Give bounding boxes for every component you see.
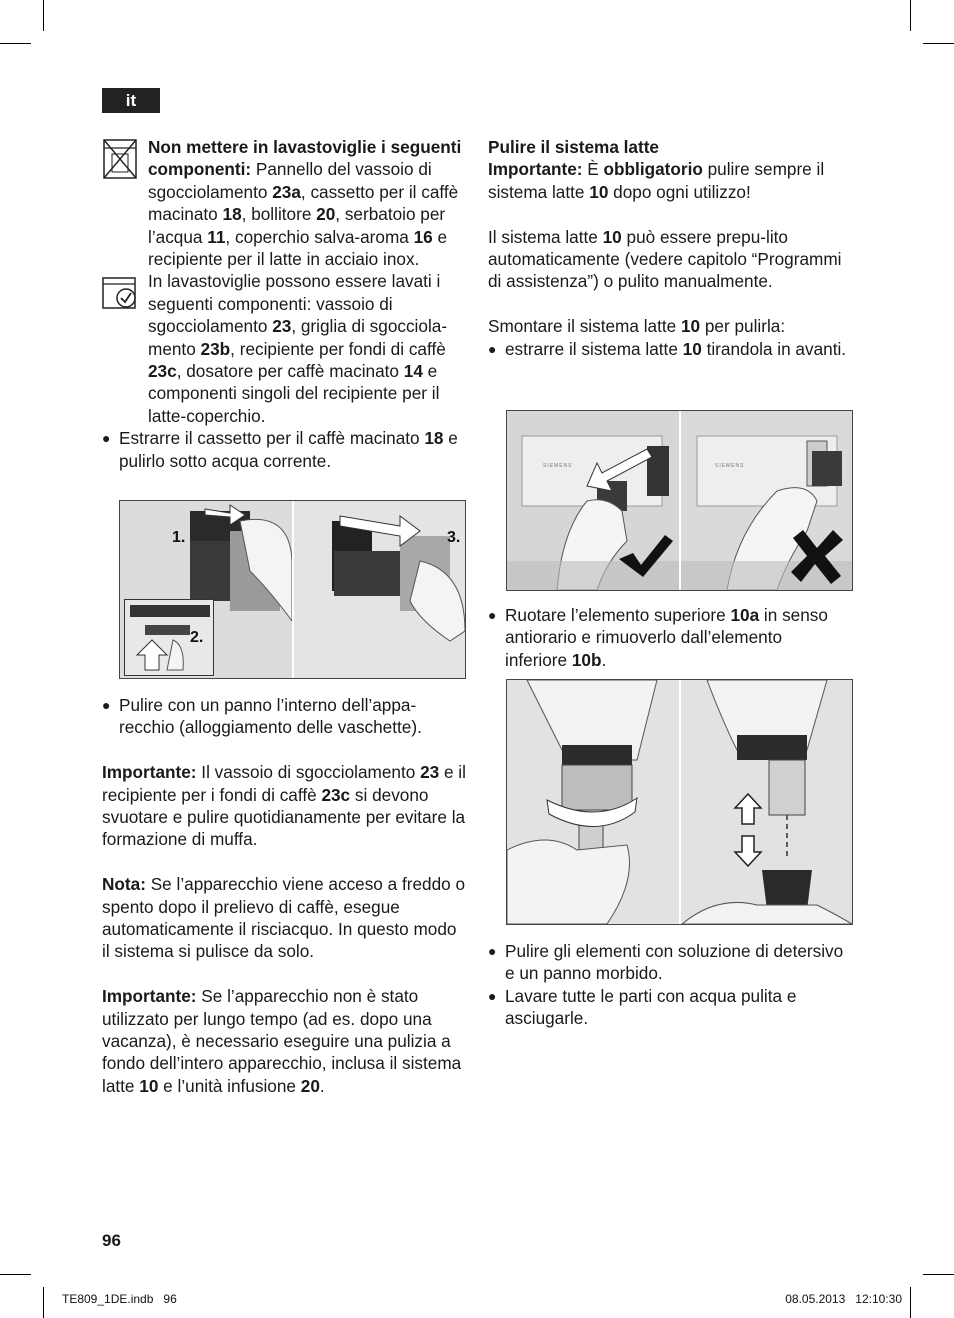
footer-file: TE809_1DE.indb 96: [62, 1292, 177, 1306]
bullet-rinse: ● Lavare tutte le parti con acqua pulita e asciugarle.: [488, 985, 848, 1030]
crop-mark: [910, 1287, 911, 1318]
crop-mark: [43, 0, 44, 31]
language-tab: it: [102, 88, 160, 113]
step-2-label: 2.: [190, 629, 204, 646]
para-disassemble: Smontare il sistema latte 10 per pulirla:: [488, 316, 786, 337]
bullet-cloth: ● Pulire con un panno l’interno dell’appa-recchio (alloggiamento delle vaschette).: [102, 694, 466, 739]
no-dishwasher-title: Non mettere in lavastoviglie i seguenti componenti:: [148, 137, 462, 180]
checkmark-icon: [615, 531, 675, 581]
step-3-label: 3.: [447, 529, 461, 546]
brand-mark: SIEMENS: [543, 463, 573, 469]
cross-icon: [787, 526, 847, 586]
bullet-pull-out: ● estrarre il sistema latte 10 tirandola in avanti.: [488, 338, 848, 360]
dishwasher-yes-icon: [102, 274, 138, 315]
arrow-up-icon: [733, 792, 763, 826]
arrow-down-icon: [733, 834, 763, 868]
dishwasher-no-icon: [102, 138, 138, 185]
dishwasher-no-row: Non mettere in lavastoviglie i seguenti componenti: Pannello del vassoio di sgocciolamento 23a, cassetto per il caffè macinato 18, bollitore 20, serbatoio per l’acqua 11, coperchio salva-aroma 16 e recipiente per il latte in acciaio inox.: [102, 136, 466, 270]
crop-mark: [0, 1274, 31, 1275]
figure-rotate-separate: [506, 679, 853, 925]
step-1-label: 1.: [172, 529, 186, 546]
figure-milk-system-removal: [506, 410, 853, 591]
important-mandatory: Importante: È obbligatorio pulire sempre il sistema latte 10 dopo ogni utilizzo!: [488, 159, 825, 202]
brand-mark: SIEMENS: [715, 463, 745, 469]
important-drip-tray: Importante: Il vassoio di sgocciolamento 23 e il recipiente per i fondi di caffè 23c si devono svuotare e pulire quotidianamente per evitare la formazione di muffa.: [102, 762, 466, 850]
bullet-drawer: ● Estrarre il cassetto per il caffè macinato 18 e pulirlo sotto acqua corrente.: [102, 427, 466, 472]
dishwasher-yes-row: In lavastoviglie possono essere lavati i seguenti componenti: vassoio di sgocciolamento 23, griglia di sgocciola-mento 23b, recipiente per fondi di caffè 23c, dosatore per caffè macinato 14 e componenti singoli del recipiente per il latte-coperchio.: [102, 270, 466, 427]
figure-divider: [679, 411, 681, 590]
crop-mark: [0, 43, 31, 44]
figure-drawer-removal: [119, 500, 466, 679]
crop-mark: [43, 1287, 44, 1318]
section-heading: Pulire il sistema latte: [488, 137, 659, 157]
crop-mark: [923, 43, 954, 44]
crop-mark: [923, 1274, 954, 1275]
para-preclean: Il sistema latte 10 può essere prepu-lito automaticamente (vedere capitolo “Programmi di assistenza”) o pulito manualmente.: [488, 226, 842, 292]
page-number: 96: [102, 1231, 121, 1250]
left-column-top: [102, 136, 466, 472]
bullet-clean: ● Pulire gli elementi con soluzione di detersivo e un panno morbido.: [488, 940, 848, 985]
figure-divider: [292, 501, 294, 678]
crop-mark: [910, 0, 911, 31]
important-unused: Importante: Se l’apparecchio non è stato utilizzato per lungo tempo (ad es. dopo una vacanza), è necessario eseguire una pulizia a fondo dell’intero apparecchio, inclusa il sistema latte 10 e l’unità infusione 20.: [102, 986, 462, 1096]
figure-divider: [679, 680, 681, 924]
note-rinse: Nota: Se l’apparecchio viene acceso a freddo o spento dopo il prelievo di caffè, esegue automaticamente il risciacquo. In questo modo il sistema si pulisce da solo.: [102, 874, 466, 962]
right-column-top: [488, 136, 848, 360]
bullet-rotate: ● Ruotare l’elemento superiore 10a in senso antiorario e rimuoverlo dall’elemento inferiore 10b.: [488, 604, 848, 671]
right-column-bottom: [488, 940, 848, 1030]
right-column-middle: [488, 604, 848, 671]
left-column-bottom: [102, 694, 466, 1097]
footer-date: 08.05.2013 12:10:30: [785, 1292, 902, 1306]
